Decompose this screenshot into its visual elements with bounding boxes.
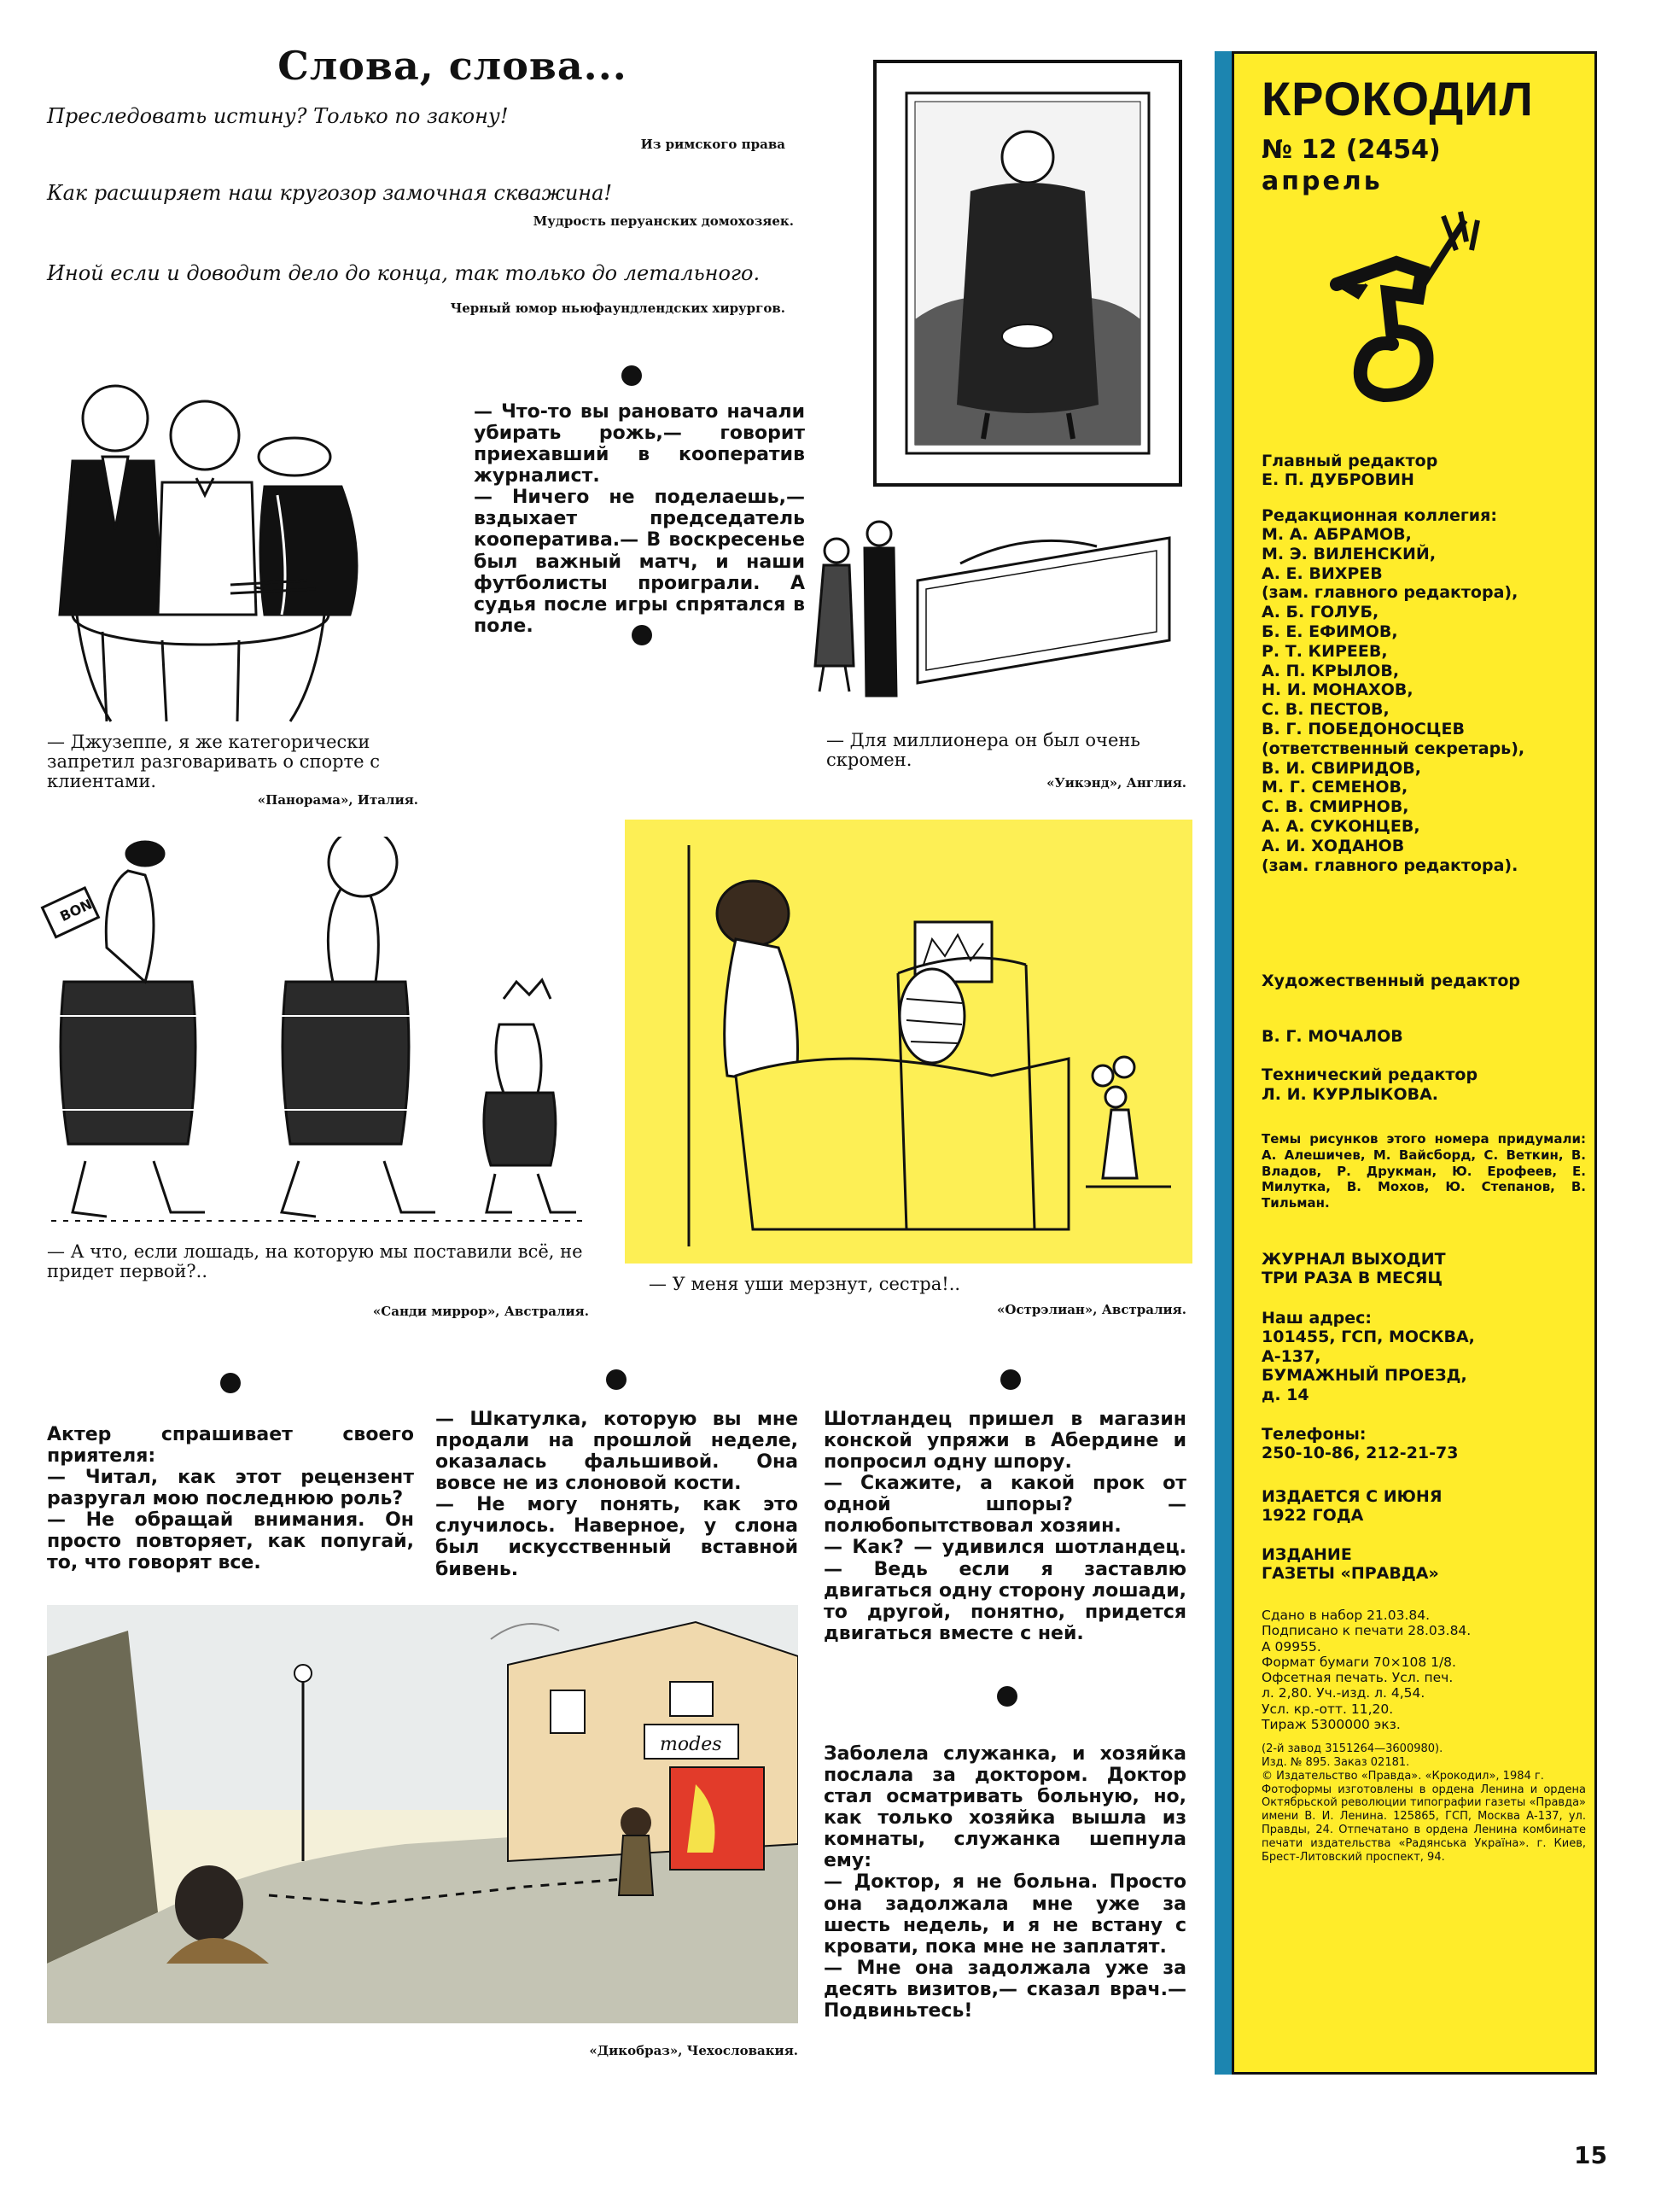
millionaire-drawing [807, 512, 1182, 730]
chief-editor-name: Е. П. ДУБРОВИН [1262, 470, 1414, 489]
frequency-note: ЖУРНАЛ ВЫХОДИТ ТРИ РАЗА В МЕСЯЦ [1262, 1250, 1446, 1287]
millionaire-cartoon [807, 512, 1182, 730]
tech-editor-label: Технический редактор [1262, 1065, 1478, 1084]
waiters-source: «Панорама», Италия. [257, 792, 418, 808]
barrels-drawing [26, 837, 606, 1229]
quote-2: Как расширяет наш кругозор замочная скважина! [47, 181, 613, 205]
waiters-drawing [34, 359, 418, 726]
magazine-logo: КРОКОДИЛ [1262, 72, 1534, 125]
millionaire-caption: — Для миллионера он был очень скромен. [826, 730, 1140, 771]
quote-2-source: Мудрость перуанских домохозяек. [533, 213, 794, 229]
bon-ticket-label: BON [57, 896, 95, 925]
quote-3: Иной если и доводит дело до конца, так только до летального. [47, 261, 761, 285]
art-editor-name: В. Г. МОЧАЛОВ [1262, 1027, 1403, 1046]
sidebar-accent-stripe [1215, 51, 1232, 2075]
quote-3-source: Черный юмор ньюфаундлендских хирургов. [450, 301, 785, 316]
art-editor-label: Художественный редактор [1262, 972, 1520, 990]
joke-actor: Актер спрашивает своего приятеля: — Читал, как этот рецензент разругал мою последнюю роль? — Не обращай внимания. Он просто повторяет, как попугай, то, что говорят все. [47, 1424, 414, 1574]
millionaire-source: «Уикэнд», Англия. [1046, 775, 1186, 791]
hospital-source: «Острэлиан», Австралия. [997, 1302, 1186, 1317]
street-cartoon [47, 1605, 798, 2023]
hospital-drawing [625, 820, 1192, 1264]
street-source: «Дикобраз», Чехословакия. [589, 2043, 798, 2058]
tech-editor-name: Л. И. КУРЛЫКОВА. [1262, 1085, 1439, 1104]
barrels-source: «Санди миррор», Австралия. [372, 1304, 589, 1319]
phones-block: Телефоны: 250-10-86, 212-21-73 [1262, 1425, 1459, 1463]
hospital-cartoon [625, 820, 1192, 1264]
bullet-4 [606, 1369, 627, 1390]
address-block: Наш адрес: 101455, ГСП, МОСКВА, А-137, БУМАЖНЫЙ ПРОЕЗД, д. 14 [1262, 1309, 1475, 1404]
joke-field: — Что-то вы рановато начали убирать рожь,— говорит приехавший в кооператив журналист. — Ничего не поделаешь,— вздыхает председатель кооператива.— В воскресенье был важный матч, и наши футболисты проиграли. А судья после игры спрятался в поле. [474, 401, 805, 637]
issue-month: апрель [1262, 166, 1383, 196]
editorial-board-label: Редакционная коллегия: [1262, 506, 1497, 525]
page-title: Слова, слова... [277, 43, 627, 89]
waiters-cartoon [34, 359, 418, 726]
published-since: ИЗДАЕТСЯ С ИЮНЯ 1922 ГОДА [1262, 1487, 1443, 1525]
modes-shop-sign: modes [660, 1734, 722, 1755]
print-info: Сдано в набор 21.03.84. Подписано к печати 28.03.84. А 09955. Формат бумаги 70×108 1/8. Офсетная печать. Усл. печ. л. 2,80. Уч.-изд. л. 4,54. Усл. кр.-отт. 11,20. Тираж 5300000 экз. [1262, 1608, 1472, 1732]
quote-1: Преследовать истину? Только по закону! [47, 104, 509, 128]
barrels-caption: — А что, если лошадь, на которую мы поставили всё, не придет первой?.. [47, 1241, 583, 1282]
page-number: 15 [1574, 2141, 1607, 2169]
bullet-2 [632, 625, 652, 645]
quote-1-source: Из римского права [640, 137, 785, 152]
editorial-board-list: М. А. АБРАМОВ, М. Э. ВИЛЕНСКИЙ, А. Е. ВИХРЕВ (зам. главного редактора), А. Б. ГОЛУБ, Б. Е. ЕФИМОВ, Р. Т. КИРЕЕВ, А. П. КРЫЛОВ, Н. И. МОНАХОВ, С. В. ПЕСТОВ, В. Г. ПОБЕДОНОСЦЕВ (ответственный секретарь), В. И. СВИРИДОВ, М. Г. СЕМЕНОВ, С. В. СМИРНОВ, А. А. СУКОНЦЕВ, А. И. ХОДАНОВ (зам. главного редактора). [1262, 525, 1525, 875]
chief-editor-label: Главный редактор [1262, 452, 1438, 470]
crocodile-pitchfork-icon [1320, 203, 1482, 408]
bullet-5 [1000, 1369, 1021, 1390]
joke-maid: Заболела служанка, и хозяйка послала за доктором. Доктор стал осматривать больную, но, как только хозяйка вышла из комнаты, служанка шепнула ему: — Доктор, я не больна. Просто она задолжала мне уже за шесть недель, и я не встану с кровати, пока мне не заплатят. — Мне она задолжала уже за десять визитов,— сказал врач.— Подвиньтесь! [824, 1743, 1186, 2022]
masthead-sidebar [1232, 51, 1597, 2075]
bullet-1 [621, 365, 642, 386]
waiters-caption: — Джузеппе, я же категорически запретил разговаривать о спорте с клиентами. [47, 732, 381, 792]
street-drawing [47, 1605, 798, 2023]
portrait-drawing [877, 63, 1179, 483]
themes-credits: Темы рисунков этого номера придумали: А. Алешичев, М. Вайсборд, С. Веткин, В. Владов, Р. Друкман, Ю. Ерофеев, Е. Милутка, В. Мохов, Ю. Степанов, В. Тильман. [1262, 1131, 1586, 1211]
publisher-note: ИЗДАНИЕ ГАЗЕТЫ «ПРАВДА» [1262, 1545, 1439, 1583]
issue-number: № 12 (2454) [1262, 135, 1441, 165]
hospital-caption: — У меня уши мерзнут, сестра!.. [649, 1274, 961, 1294]
bullet-3 [220, 1373, 241, 1393]
bullet-6 [997, 1686, 1017, 1707]
portrait-cartoon [873, 60, 1182, 487]
joke-scot: Шотландец пришел в магазин конской упряжи в Абердине и попросил одну шпору. — Скажите, а какой прок от одной шпоры? — полюбопытствовал хозяин. — Как? — удивился шотландец.— Ведь если я заставлю двигаться одну сторону лошади, то другой, понятно, придется двигаться вместе с ней. [824, 1409, 1186, 1644]
joke-box: — Шкатулка, которую вы мне продали на прошлой неделе, оказалась фальшивой. Она вовсе не из слоновой кости. — Не могу понять, как это случилось. Наверное, у слона был искусственный вставной бивень. [435, 1409, 798, 1580]
imprint-info: (2-й завод 3151264—3600980). Изд. № 895. Заказ 02181. © Издательство «Правда». «Крокодил», 1984 г. Фотоформы изготовлены в ордена Ленина и ордена Октябрьской революции типографии газеты «Правда» имени В. И. Ленина. 125865, ГСП, Москва А-137, ул. Правды, 24. Отпечатано в ордена Ленина комбинате печати издательства «Радянська Україна». г. Киев, Брест-Литовский проспект, 94. [1262, 1742, 1586, 1864]
barrels-cartoon [26, 837, 606, 1229]
